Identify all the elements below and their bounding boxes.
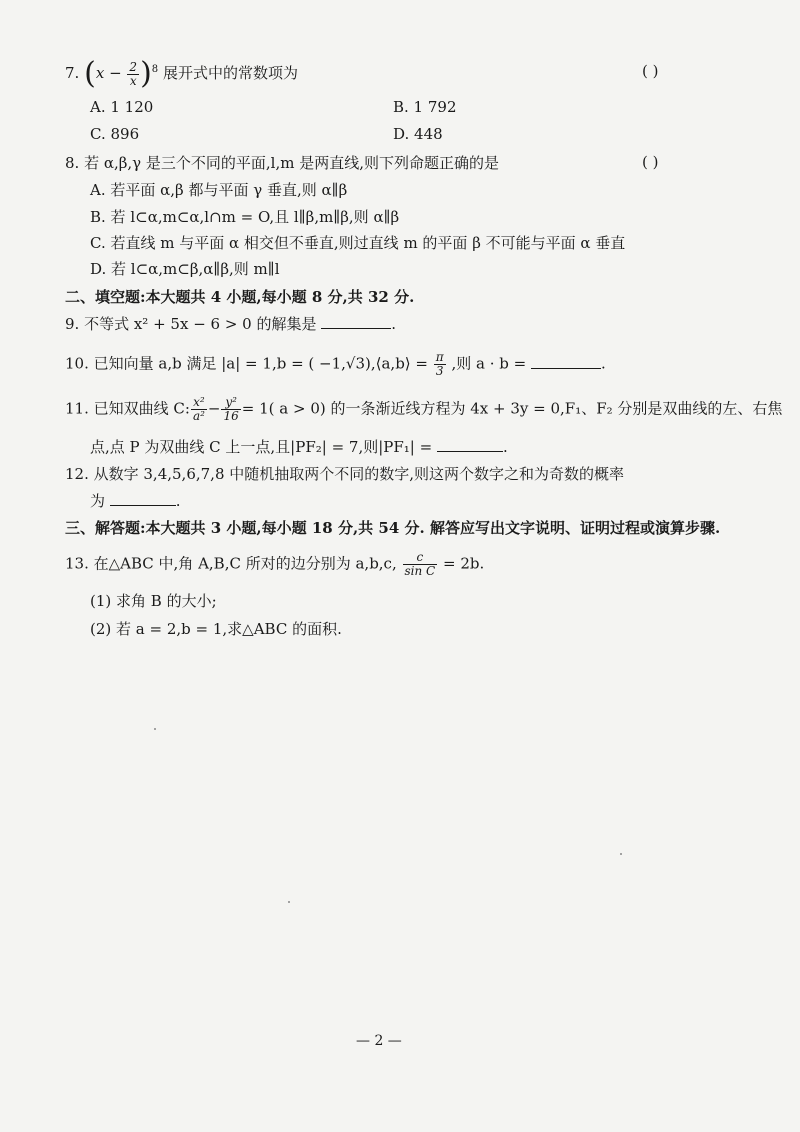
question-10: 10. 已知向量 a,b 满足 |a| = 1,b = ( −1,√3),⟨a,b⟩ = $\frac{\pi}{3}$ ,则 a · b = . [65,350,606,378]
scan-speck [620,853,622,855]
scan-speck [154,728,156,730]
question-12-line-2: 为 . [90,492,181,510]
option-7d: D. 448 [393,125,443,143]
question-11: 11. 已知双曲线 C: $\frac{\text{x²}}{\text{a²}}$ − $\frac{\text{y²}}{16}$ = 1( a > 0) 的一条渐近线方程为 4x + 3y = 0,F₁、F₂ 分别是双曲线的左、右焦 [65,395,783,423]
fraction: $\frac{\pi}{3}$ [435,350,444,378]
question-8: 8. 若 α,β,γ 是三个不同的平面,l,m 是两直线,则下列命题正确的是 [65,154,500,172]
option-8c: C. 若直线 m 与平面 α 相交但不垂直,则过直线 m 的平面 β 不可能与平面 α 垂直 [90,234,626,252]
section-heading-solutions: 三、解答题:本大题共 3 小题,每小题 18 分,共 54 分. 解答应写出文字说明、证明过程或演算步骤. [65,519,721,537]
answer-blank-12 [110,491,176,506]
answer-blank-9 [321,314,391,329]
option-7b: B. 1 792 [393,98,457,116]
question-12: 12. 从数字 3,4,5,6,7,8 中随机抽取两个不同的数字,则这两个数字之和为奇数的概率 [65,465,625,483]
question-9: 9. 不等式 x² + 5x − 6 > 0 的解集是 . [65,315,397,333]
section-heading-fill-in: 二、填空题:本大题共 4 小题,每小题 8 分,共 32 分. [65,288,415,306]
fraction: $\frac{\text{x²}}{\text{a²}}$ [192,395,205,423]
question-7: 7. (x − $\frac{2}{x}$ )$^8$ 展开式中的常数项为 [65,56,298,91]
option-8b: B. 若 l⊂α,m⊂α,l∩m = O,且 l∥β,m∥β,则 α∥β [90,208,400,226]
answer-bracket-7: ( ) [642,62,659,80]
option-8a: A. 若平面 α,β 都与平面 γ 垂直,则 α∥β [90,181,348,199]
question-13-part-1: (1) 求角 B 的大小; [90,592,217,610]
fraction: $\frac{c}{\text{sin C}}$ [404,550,436,578]
question-13: 13. 在△ABC 中,角 A,B,C 所对的边分别为 a,b,c, $\frac{c}{\text{sin C}}$ = 2b. [65,550,485,578]
answer-bracket-8: ( ) [642,153,659,171]
fraction: $\frac{2}{x}$ [129,59,138,88]
question-13-part-2: (2) 若 a = 2,b = 1,求△ABC 的面积. [90,620,342,638]
option-7a: A. 1 120 [90,98,154,116]
answer-blank-11 [437,437,503,452]
option-8d: D. 若 l⊂α,m⊂β,α∥β,则 m∥l [90,260,280,278]
question-11-line-2: 点,点 P 为双曲线 C 上一点,且|PF₂| = 7,则|PF₁| = . [90,438,508,456]
option-7c: C. 896 [90,125,140,143]
scan-speck [288,901,290,903]
fraction: $\frac{\text{y²}}{16}$ [223,395,239,423]
page-number: — 2 — [356,1033,402,1049]
answer-blank-10 [531,354,601,369]
